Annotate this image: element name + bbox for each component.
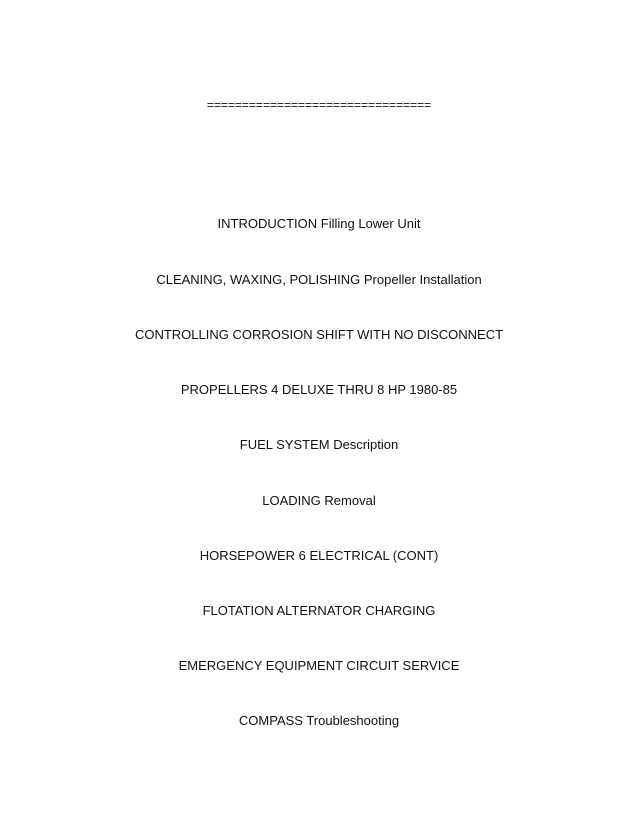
toc-line-2: CLEANING, WAXING, POLISHING Propeller Installation xyxy=(156,272,482,287)
toc-line-10: COMPASS Troubleshooting xyxy=(238,713,400,728)
toc-line-8: FLOTATION ALTERNATOR CHARGING xyxy=(202,603,436,618)
toc-line-5: FUEL SYSTEM Description xyxy=(239,437,399,452)
divider-line: ================================ xyxy=(206,98,432,112)
toc-line-9: EMERGENCY EQUIPMENT CIRCUIT SERVICE xyxy=(178,658,460,673)
toc-line-6: LOADING Removal xyxy=(262,493,376,508)
toc-line-4: PROPELLERS 4 DELUXE THRU 8 HP 1980-85 xyxy=(180,382,458,397)
toc-line-7: HORSEPOWER 6 ELECTRICAL (CONT) xyxy=(199,548,439,563)
toc-line-3: CONTROLLING CORROSION SHIFT WITH NO DISCONNECT xyxy=(134,327,504,342)
toc-line-1: INTRODUCTION Filling Lower Unit xyxy=(217,216,421,231)
